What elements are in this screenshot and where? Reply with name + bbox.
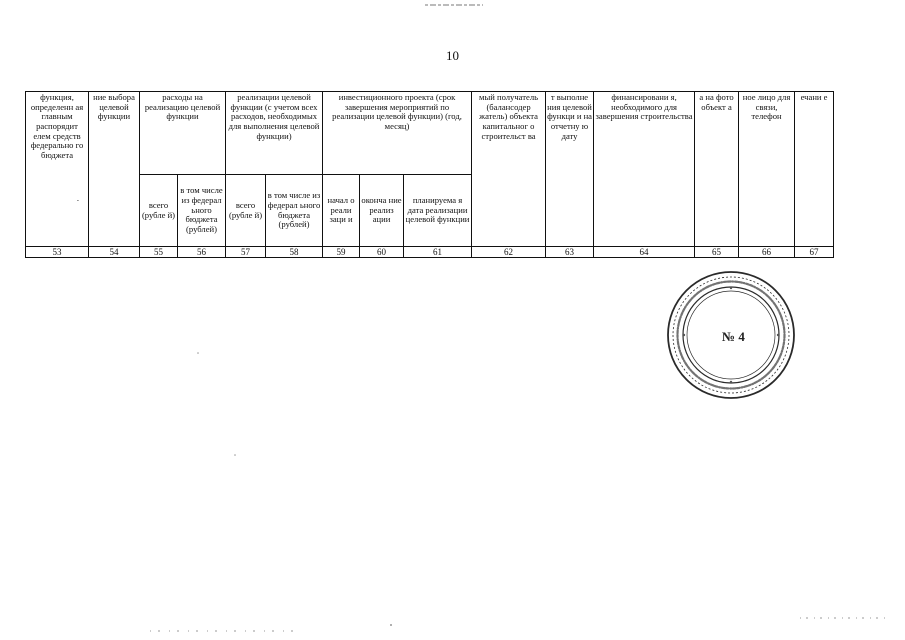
- subheader-col-56: в том числе из федерал ьного бюджета (рублей): [178, 175, 226, 247]
- column-number: 67: [795, 247, 834, 258]
- column-number: 60: [360, 247, 404, 258]
- header-cell-col-65-cont: [695, 175, 739, 247]
- header-cell-col-54: ние выбора целевой функции: [89, 92, 140, 175]
- header-cell-col-55-56: расходы на реализацию целевой функции: [140, 92, 226, 175]
- column-number: 59: [323, 247, 360, 258]
- header-cell-col-62: мый получатель (балансодер жатель) объекта капитальног о строительст ва: [472, 92, 546, 175]
- data-table: [25, 91, 834, 258]
- column-number: 65: [695, 247, 739, 258]
- header-cell-col-54-cont: [89, 175, 140, 247]
- column-number: 61: [404, 247, 472, 258]
- column-number: 62: [472, 247, 546, 258]
- header-cell-col-67: ечани е: [795, 92, 834, 175]
- header-cell-col-57-58: реализации целевой функции (с учетом всех расходов, необходимых для выполнения целевой функции): [226, 92, 323, 175]
- column-number-row: [26, 247, 834, 258]
- column-number: 57: [226, 247, 266, 258]
- column-number: 53: [26, 247, 89, 258]
- header-cell-col-66-cont: [739, 175, 795, 247]
- header-cell-col-53-text: функция, определенн ая главным распорядит елем средств федерально го бюджета: [30, 92, 84, 160]
- scan-artifact: [388, 622, 394, 628]
- seal-icon: [664, 268, 798, 402]
- header-cell-col-53: [26, 92, 89, 175]
- seal-number: № 4: [722, 329, 745, 344]
- header-row-sub: [26, 175, 834, 247]
- header-cell-col-66: ное лицо для связи, телефон: [739, 92, 795, 175]
- subheader-col-58: в том числе из федерал ьного бюджета (рублей): [266, 175, 323, 247]
- column-number: 54: [89, 247, 140, 258]
- column-number: 55: [140, 247, 178, 258]
- subheader-col-60: оконча ние реализ ации: [360, 175, 404, 247]
- scan-artifact: [232, 452, 238, 458]
- header-row-main: [26, 92, 834, 175]
- page-number: 10: [446, 48, 459, 63]
- header-cell-col-64: финансировани я, необходимого для завершения строительства: [594, 92, 695, 175]
- scan-artifact: [425, 3, 485, 7]
- scan-artifact: [150, 628, 300, 634]
- column-number: 58: [266, 247, 323, 258]
- header-cell-col-63-cont: [546, 175, 594, 247]
- header-cell-col-64-cont: [594, 175, 695, 247]
- subheader-col-59: начал о реали заци и: [323, 175, 360, 247]
- header-cell-col-67-cont: [795, 175, 834, 247]
- header-cell-col-63: т выполне ния целевой функци и на отчетну ю дату: [546, 92, 594, 175]
- column-number: 56: [178, 247, 226, 258]
- column-number: 63: [546, 247, 594, 258]
- header-cell-col-62-cont: [472, 175, 546, 247]
- subheader-col-57: всего (рубле й): [226, 175, 266, 247]
- header-cell-col-65: а на фото объект а: [695, 92, 739, 175]
- column-number: 64: [594, 247, 695, 258]
- scan-artifact: [800, 615, 890, 621]
- subheader-col-55: всего (рубле й): [140, 175, 178, 247]
- official-seal: [664, 268, 798, 402]
- subheader-col-61: планируема я дата реализации целевой функции: [404, 175, 472, 247]
- header-cell-col-53-cont: [26, 175, 89, 247]
- scan-artifact: [195, 350, 201, 356]
- column-number: 66: [739, 247, 795, 258]
- scan-dot: .: [76, 192, 79, 203]
- header-cell-col-59-61: инвестиционного проекта (срок завершения мероприятий по реализации целевой функции) (год, месяц): [323, 92, 472, 175]
